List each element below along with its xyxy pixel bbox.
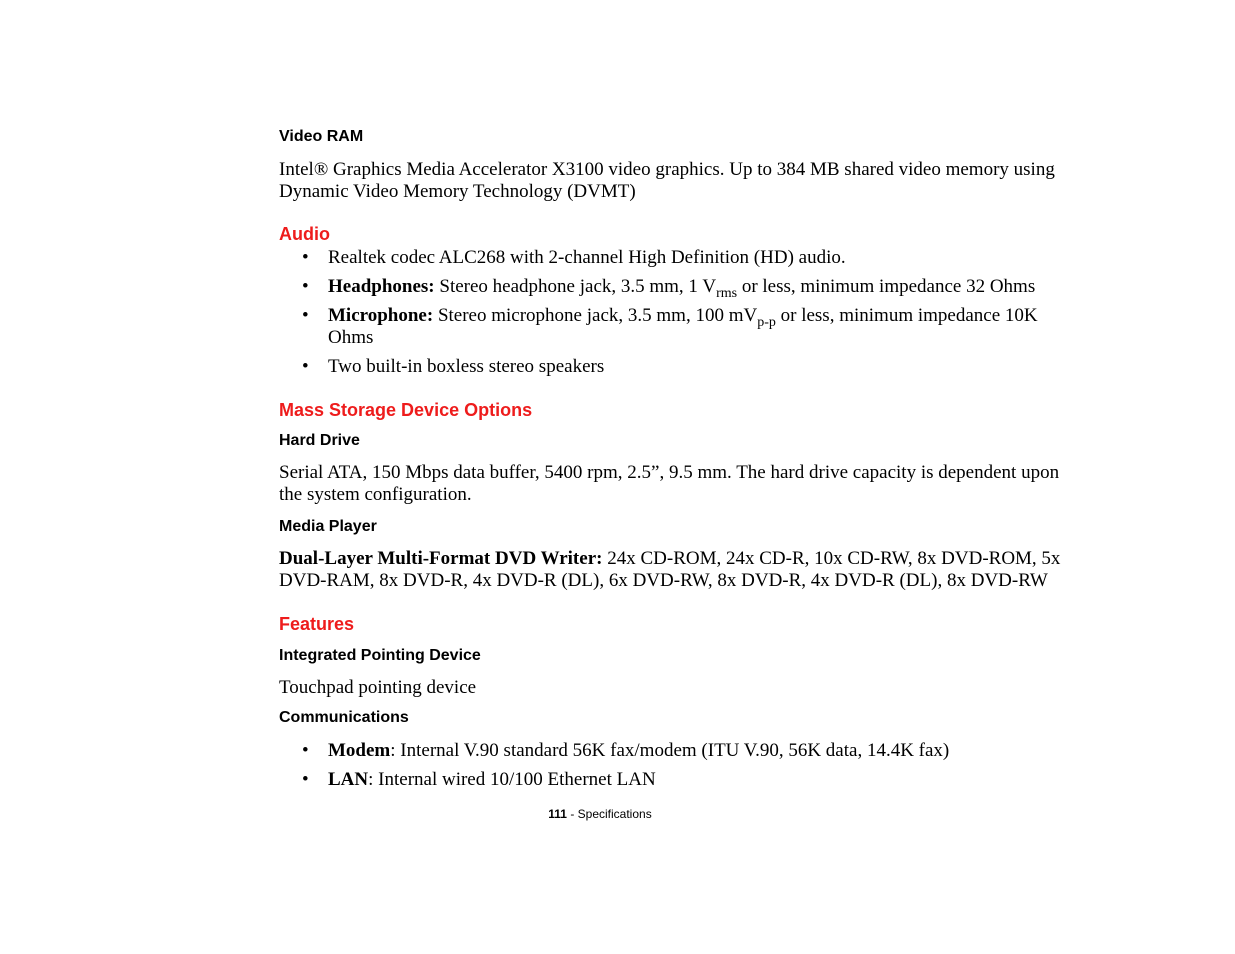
media-player-heading: Media Player: [279, 518, 377, 535]
features-heading: Features: [279, 614, 355, 634]
page-number: 111: [548, 807, 567, 821]
list-item: • Microphone: Stereo microphone jack, 3.5 mm, 100 $mV_{p-p}$ or less, minimum impedance 10K Ohms: [302, 305, 1038, 348]
hard-drive-text: Serial ATA, 150 Mbps data buffer, 5400 rpm, 2.5”, 9.5 mm. The hard drive capacity is dependent upon the system configuration.: [279, 462, 1060, 505]
pointing-device-text: Touchpad pointing device: [279, 677, 477, 698]
video-ram-text: Intel® Graphics Media Accelerator X3100 video graphics. Up to 384 MB shared video memory using Dynamic Video Memory Technology (DVMT): [279, 159, 1055, 202]
video-ram-heading: Video RAM: [279, 128, 364, 145]
document-page: [279, 127, 1069, 798]
bullet-icon: •: [302, 247, 309, 268]
list-item: • Headphones: Stereo headphone jack, 3.5 mm, 1 $V_{rms}$ or less, minimum impedance 32 Ohms: [302, 276, 1036, 301]
audio-list: [279, 247, 1069, 378]
bullet-icon: •: [302, 305, 309, 326]
lan-label: LAN: [328, 769, 369, 790]
pointing-device-heading: Integrated Pointing Device: [279, 647, 481, 664]
mass-storage-heading: Mass Storage Device Options: [279, 400, 533, 420]
list-item: • Modem: Internal V.90 standard 56K fax/modem (ITU V.90, 56K data, 14.4K fax): [302, 740, 950, 761]
list-item: • Two built-in boxless stereo speakers: [302, 356, 605, 377]
list-item: • Realtek codec ALC268 with 2-channel High Definition (HD) audio.: [302, 247, 846, 268]
dvd-writer-text: Dual-Layer Multi-Format DVD Writer: 24x CD-ROM, 24x CD-R, 10x CD-RW, 8x DVD-ROM, 5x DVD-RAM, 8x DVD-R, 4x DVD-R (DL), 6x DVD-RW, 8x DVD-R, 4x DVD-R (DL), 8x DVD-RW: [279, 548, 1061, 591]
audio-heading: Audio: [279, 224, 330, 244]
bullet-icon: •: [302, 769, 309, 790]
microphone-label: Microphone:: [328, 305, 434, 326]
headphones-label: Headphones:: [328, 276, 435, 297]
list-item: • LAN: Internal wired 10/100 Ethernet LAN: [302, 769, 656, 790]
communications-heading: Communications: [279, 709, 409, 726]
bullet-icon: •: [302, 276, 309, 297]
bullet-icon: •: [302, 740, 309, 761]
bullet-icon: •: [302, 356, 309, 377]
hard-drive-heading: Hard Drive: [279, 432, 360, 449]
footer-section: - Specifications: [570, 807, 652, 821]
dvd-writer-label: Dual-Layer Multi-Format DVD Writer:: [279, 548, 603, 569]
communications-list: [279, 740, 1069, 791]
modem-label: Modem: [328, 740, 391, 761]
page-footer: [0, 807, 1200, 821]
